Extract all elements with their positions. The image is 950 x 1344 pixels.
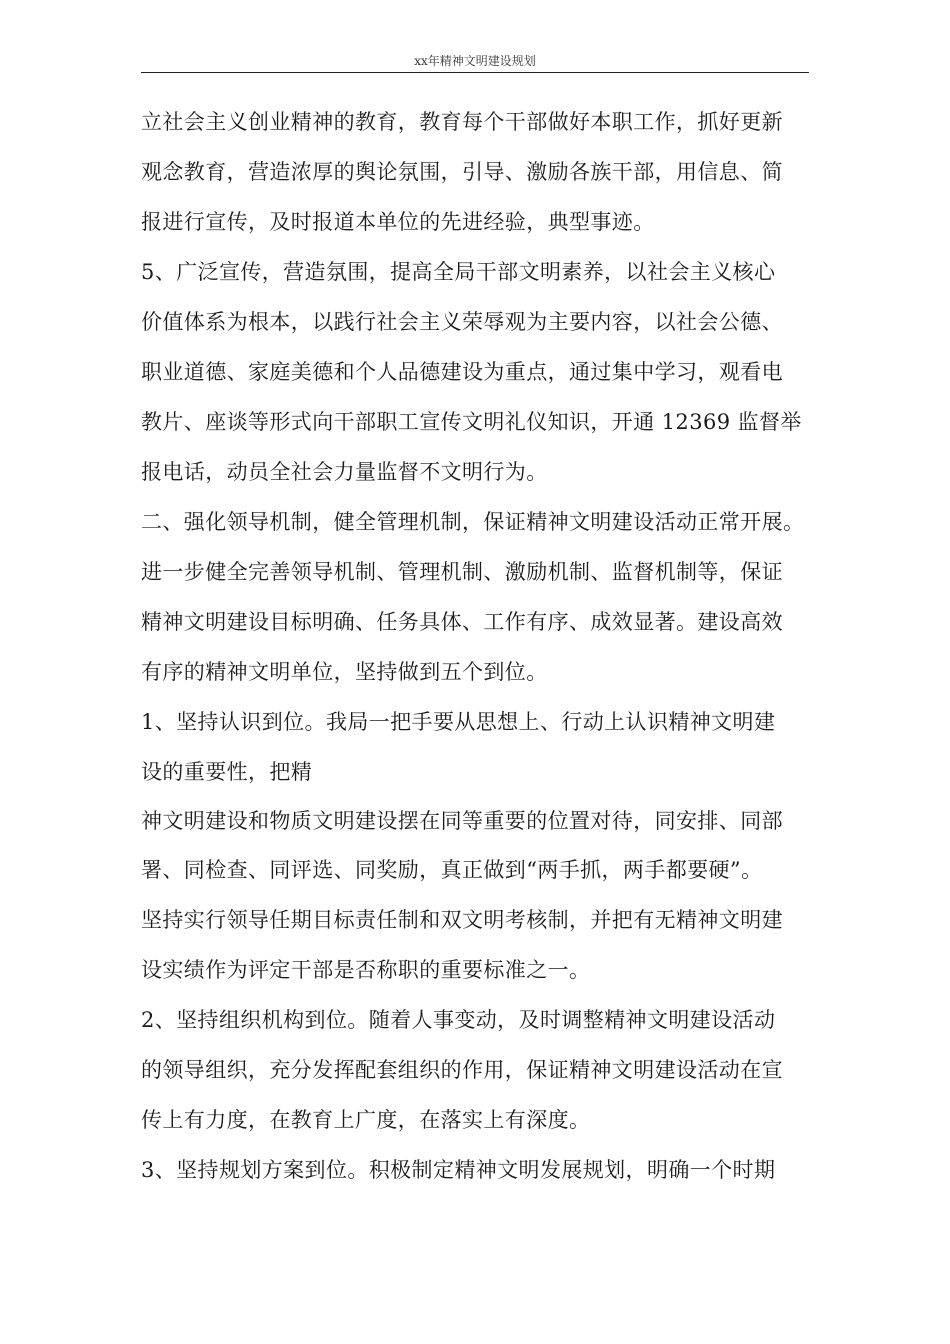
text-line: 价值体系为根本，以践行社会主义荣辱观为主要内容，以社会公德、 xyxy=(141,310,783,334)
text-line: 有序的精神文明单位，坚持做到五个到位。 xyxy=(141,660,548,684)
text-line: 的领导组织，充分发挥配套组织的作用，保证精神文明建设活动在宣 xyxy=(141,1058,783,1082)
text-line: 传上有力度，在教育上广度，在落实上有深度。 xyxy=(141,1108,591,1132)
text-line: 设的重要性，把精 xyxy=(141,760,313,784)
text-line: 观念教育，营造浓厚的舆论氛围，引导、激励各族干部，用信息、简 xyxy=(141,160,783,184)
page-header-title: xx年精神文明建设规划 xyxy=(414,54,536,68)
text-line: 精神文明建设目标明确、任务具体、工作有序、成效显著。建设高效 xyxy=(141,610,783,634)
text-line: 3、坚持规划方案到位。积极制定精神文明发展规划，明确一个时期 xyxy=(141,1158,776,1182)
text-line: 报电话，动员全社会力量监督不文明行为。 xyxy=(141,460,548,484)
text-line: 报进行宣传，及时报道本单位的先进经验，典型事迹。 xyxy=(141,210,655,234)
text-line: 进一步健全完善领导机制、管理机制、激励机制、监督机制等，保证 xyxy=(141,560,783,584)
text-line: 2、坚持组织机构到位。随着人事变动，及时调整精神文明建设活动 xyxy=(141,1008,776,1032)
text-line: 教片、座谈等形式向干部职工宣传文明礼仪知识，开通 12369 监督举 xyxy=(141,410,802,434)
header-divider xyxy=(141,72,809,73)
text-line: 立社会主义创业精神的教育，教育每个干部做好本职工作，抓好更新 xyxy=(141,110,783,134)
text-line: 神文明建设和物质文明建设摆在同等重要的位置对待，同安排、同部 xyxy=(141,809,783,833)
text-line: 署、同检查、同评选、同奖励，真正做到“两手抓，两手都要硬”。 xyxy=(141,858,763,882)
text-line: 坚持实行领导任期目标责任制和双文明考核制，并把有无精神文明建 xyxy=(141,908,783,932)
text-line: 设实绩作为评定干部是否称职的重要标准之一。 xyxy=(141,958,591,982)
text-line: 二、强化领导机制，健全管理机制，保证精神文明建设活动正常开展。 xyxy=(141,510,805,534)
text-line: 5、广泛宣传，营造氛围，提高全局干部文明素养，以社会主义核心 xyxy=(141,260,776,284)
text-line: 职业道德、家庭美德和个人品德建设为重点，通过集中学习，观看电 xyxy=(141,360,783,384)
text-line: 1、坚持认识到位。我局一把手要从思想上、行动上认识精神文明建 xyxy=(141,710,776,734)
document-body xyxy=(141,97,821,1195)
